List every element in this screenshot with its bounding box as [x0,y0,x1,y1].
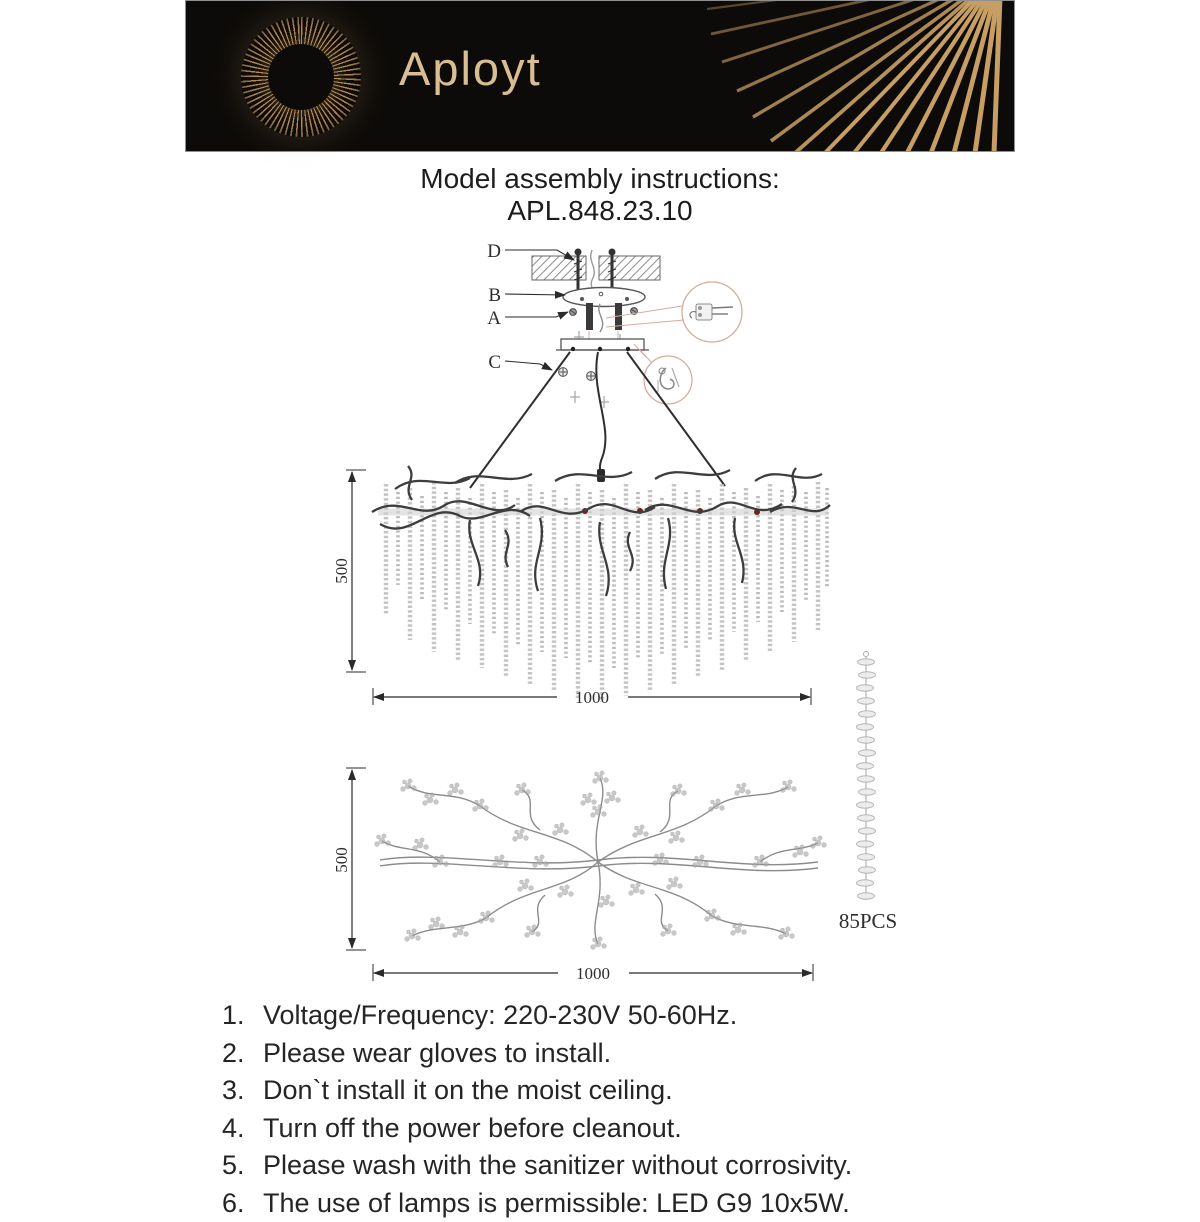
plan-width-dimension: 1000 [576,964,610,983]
instruction-text: The use of lamps is permissible: LED G9 10x5W. [263,1185,1068,1222]
instruction-number: 6. [208,1185,263,1222]
instruction-number: 3. [208,1072,263,1110]
instruction-text: Please wash with the sanitizer without corrosivity. [263,1147,1068,1185]
instruction-text: Please wear gloves to install. [263,1035,1068,1073]
plan-view-dimensions [332,768,813,983]
side-view-dimensions [332,470,811,707]
label-c: C [488,352,501,373]
brand-name: Aployt [399,45,542,92]
canopy-screws [559,368,596,381]
chandelier-plan-view [332,768,826,983]
side-height-dimension: 500 [332,558,351,584]
chandelier-side-view [332,466,830,707]
crystal-strand-detail [839,652,897,934]
instruction-text: Don`t install it on the moist ceiling. [263,1072,1068,1110]
instruction-text: Voltage/Frequency: 220-230V 50-60Hz. [263,997,1068,1035]
plan-height-dimension: 500 [332,847,351,873]
model-number: APL.848.23.10 [0,195,1200,227]
instruction-item [208,997,1068,1035]
instruction-text: Turn off the power before cleanout. [263,1110,1068,1148]
instruction-number: 1. [208,997,263,1035]
instruction-item [208,1072,1068,1110]
ceiling-mount-diagram [487,241,742,408]
instruction-item [208,1110,1068,1148]
suspension-cables [470,352,725,488]
title-text: Model assembly instructions: [0,162,1200,195]
label-a: A [487,308,501,329]
label-d: D [487,241,501,262]
side-width-dimension: 1000 [575,688,609,707]
instruction-item [208,1185,1068,1222]
strand-count-label: 85PCS [839,909,897,933]
instruction-item [208,1035,1068,1073]
instruction-item [208,1147,1068,1185]
label-b: B [488,285,501,306]
instructions-list [208,997,1068,1222]
instruction-number: 2. [208,1035,263,1073]
instruction-number: 5. [208,1147,263,1185]
instruction-number: 4. [208,1110,263,1148]
